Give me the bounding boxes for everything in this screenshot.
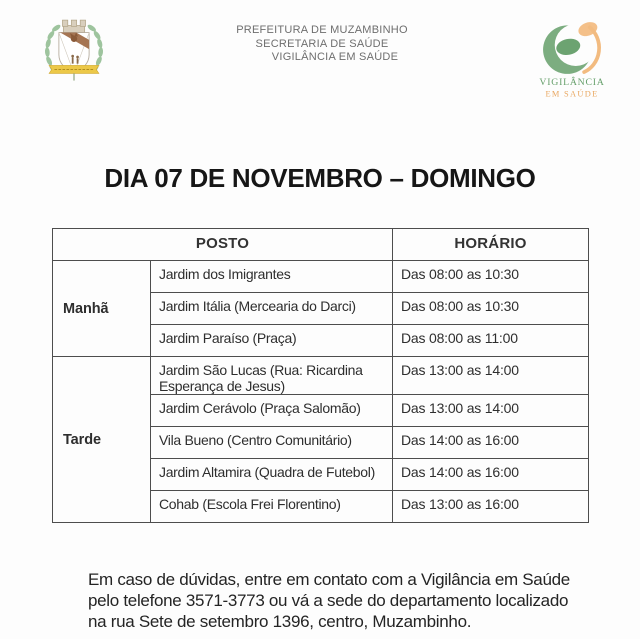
page-title: DIA 07 DE NOVEMBRO – DOMINGO xyxy=(104,163,536,193)
table-row xyxy=(53,261,589,293)
horario-cell: Das 14:00 as 16:00 xyxy=(393,427,589,459)
table-row xyxy=(53,357,589,395)
posto-cell: Jardim Cerávolo (Praça Salomão) xyxy=(151,395,393,427)
horario-cell: Das 08:00 as 10:30 xyxy=(393,261,589,293)
schedule-table xyxy=(52,228,589,523)
posto-cell: Jardim Itália (Mercearia do Darci) xyxy=(151,293,393,325)
header xyxy=(0,0,640,99)
org-line-secretaria: SECRETARIA DE SAÚDE xyxy=(255,37,389,50)
org-titles xyxy=(236,24,408,65)
table-header-row xyxy=(53,229,589,261)
org-line-prefeitura: PREFEITURA DE MUZAMBINHO xyxy=(236,24,408,36)
contact-note xyxy=(88,569,640,632)
posto-cell: Cohab (Escola Frei Florentino) xyxy=(151,491,393,523)
period-label-manha: Manhã xyxy=(53,261,151,357)
vigilancia-logo-graphic xyxy=(530,13,614,105)
posto-cell: Jardim dos Imigrantes xyxy=(151,261,393,293)
logo-text-em-saude: EM SAÚDE xyxy=(545,89,599,99)
contact-note-line: pelo telefone 3571-3773 ou vá a sede do departamento localizado xyxy=(88,591,569,610)
horario-cell: Das 13:00 as 14:00 xyxy=(393,357,589,395)
posto-cell: Jardim Paraíso (Praça) xyxy=(151,325,393,357)
muzambinho-coat-of-arms-logo xyxy=(34,13,114,93)
contact-note-line: na rua Sete de setembro 1396, centro, Muzambinho. xyxy=(88,612,472,631)
horario-cell: Das 08:00 as 10:30 xyxy=(393,293,589,325)
horario-cell: Das 13:00 as 16:00 xyxy=(393,491,589,523)
contact-note-line: Em caso de dúvidas, entre em contato com a Vigilância em Saúde xyxy=(88,570,570,589)
vigilancia-em-saude-logo xyxy=(530,13,614,110)
horario-cell: Das 13:00 as 14:00 xyxy=(393,395,589,427)
posto-cell: Jardim São Lucas (Rua: Ricardina Esperança de Jesus) xyxy=(151,357,393,395)
period-label-tarde: Tarde xyxy=(53,357,151,523)
posto-cell: Vila Bueno (Centro Comunitário) xyxy=(151,427,393,459)
horario-cell: Das 08:00 as 11:00 xyxy=(393,325,589,357)
column-header-horario: HORÁRIO xyxy=(393,229,589,261)
logo-text-vigilancia: VIGILÂNCIA xyxy=(539,77,605,89)
org-line-vigilancia: VIGILÂNCIA EM SAÚDE xyxy=(271,51,399,63)
column-header-posto: POSTO xyxy=(53,229,393,261)
mural-crown-icon xyxy=(62,20,85,32)
horario-cell: Das 14:00 as 16:00 xyxy=(393,459,589,491)
posto-cell: Jardim Altamira (Quadra de Futebol) xyxy=(151,459,393,491)
